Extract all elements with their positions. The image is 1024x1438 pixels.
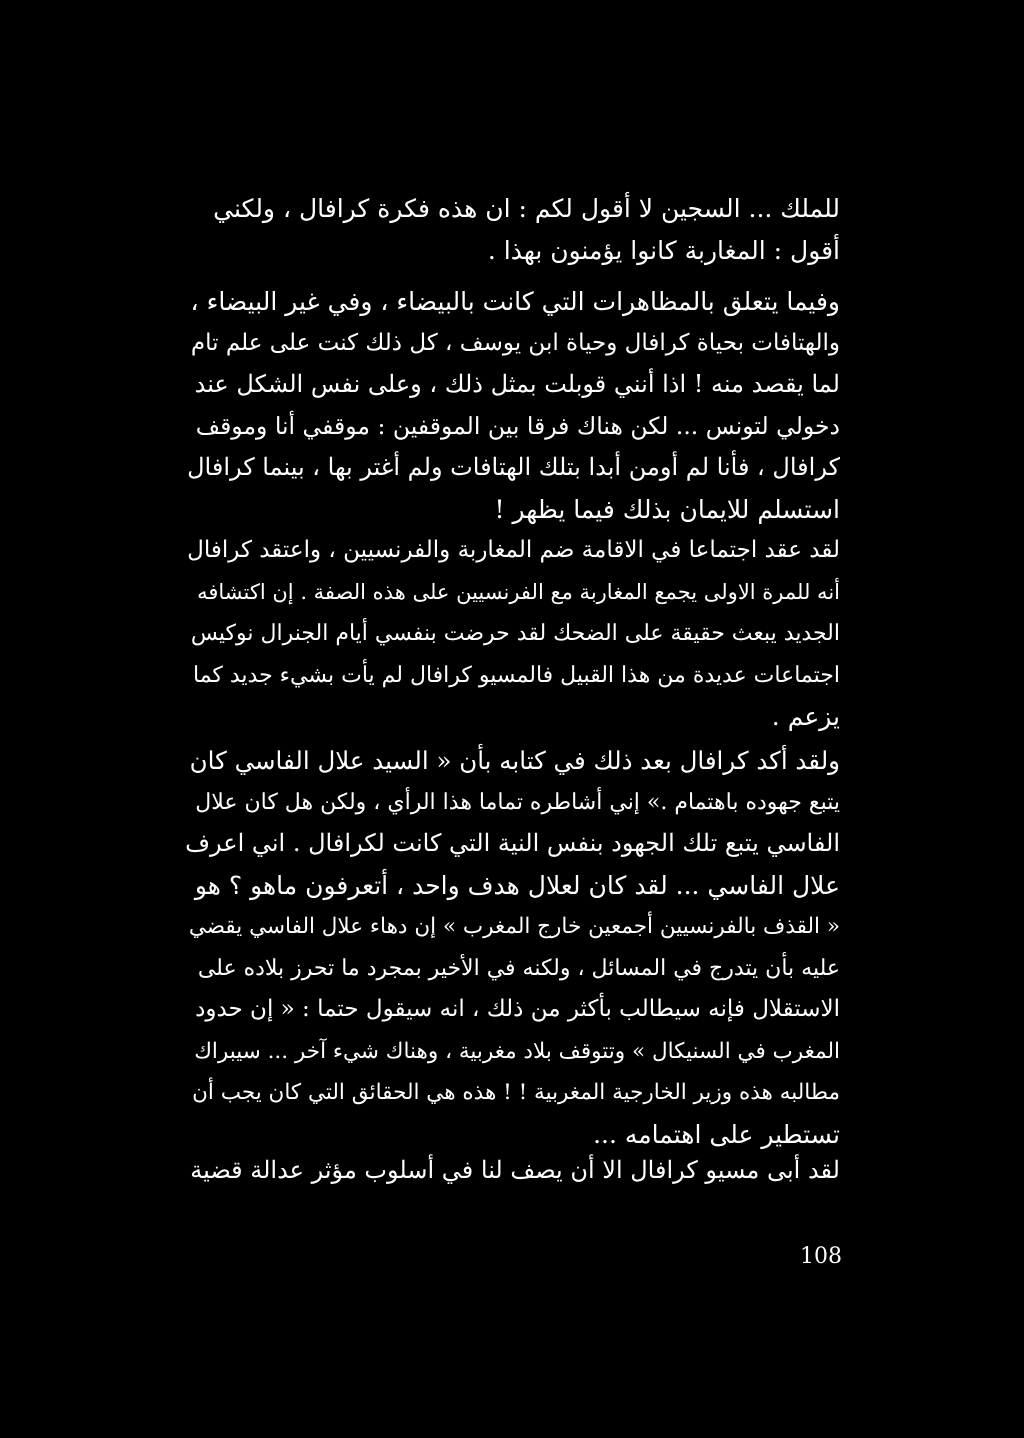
text-line: علال الفاسي ... لقد كان لعلال هدف واحد ، أتعرفون ماهو ؟ هو — [194, 870, 840, 900]
text-line: يزعم . — [771, 702, 840, 731]
text-line: مطالبه هذه وزير الخارجية المغربية ! ! هذه هي الحقائق التي كان يجب أن — [192, 1080, 840, 1105]
text-line: لما يقصد منه ! اذا أنني قوبلت بمثل ذلك ، وعلى نفس الشكل عند — [194, 370, 840, 398]
text-line: « القذف بالفرنسيين أجمعين خارج المغرب » إن دهاء علال الفاسي يقضي — [188, 914, 840, 939]
paragraph-3 — [184, 530, 840, 738]
text-line: الفاسي يتبع تلك الجهود بنفس النية التي كانت لكرافال . اني اعرف — [185, 829, 840, 857]
text-line: استسلم للايمان بذلك فيما يظهر ! — [494, 494, 840, 524]
text-line: لقد أبى مسيو كرافال الا أن يصف لنا في أسلوب مؤثر عدالة قضية — [190, 1156, 840, 1184]
paragraph-1 — [184, 188, 840, 271]
text-line: أقول : المغاربة كانوا يؤمنون بهذا . — [487, 235, 840, 265]
paragraph-2 — [184, 281, 840, 530]
text-line: أنه للمرة الاولى يجمع المغاربة مع الفرنسيين على هذه الصفة . إن اكتشافه — [197, 579, 840, 604]
text-line: الجديد يبعث حقيقة على الضحك لقد حرضت بنفسي أيام الجنرال نوكيس — [190, 621, 840, 646]
paragraph-5 — [184, 1150, 840, 1192]
text-line: كرافال ، فأنا لم أومن أبدا بتلك الهتافات ولم أغتر بها ، بينما كرافال — [187, 453, 840, 481]
paragraph-4 — [184, 740, 840, 1155]
text-line: والهتافات بحياة كرافال وحياة ابن يوسف ، كل ذلك كنت على علم تام — [190, 329, 840, 356]
text-line: اجتماعات عديدة من هذا القبيل فالمسيو كرافال لم يأت بشيء جديد كما — [192, 662, 840, 688]
text-line: ولقد أكد كرافال بعد ذلك في كتابه بأن « السيد علال الفاسي كان — [189, 746, 840, 775]
text-line: عليه بأن يتدرج في المسائل ، ولكنه في الأخير بمجرد ما تحرز بلاده على — [197, 955, 840, 981]
text-line: وفيما يتعلق بالمظاهرات التي كانت بالبيضاء ، وفي غير البيضاء ، — [190, 287, 840, 316]
text-line: دخولي لتونس ... لكن هناك فرقا بين الموقفين : موقفي أنا وموقف — [195, 411, 840, 440]
text-line: لقد عقد اجتماعا في الاقامة ضم المغاربة والفرنسيين ، واعتقد كرافال — [187, 537, 840, 563]
text-line: تستطير على اهتمامه ... — [593, 1119, 840, 1149]
text-line: الاستقلال فإنه سيطالب بأكثر من ذلك ، انه سيقول حتما : « إن حدود — [195, 996, 840, 1022]
text-line: المغرب في السنيكال » وتتوقف بلاد مغربية ، وهناك شيء آخر ... سيبراك — [194, 1038, 840, 1064]
text-line: يتبع جهوده باهتمام .» إني أشاطره تماما هذا الرأي ، ولكن هل كان علال — [195, 789, 840, 815]
text-line: للملك ... السجين لا أقول لكم : ان هذه فكرة كرافال ، ولكني — [213, 194, 840, 223]
page-number: 108 — [800, 1244, 842, 1269]
